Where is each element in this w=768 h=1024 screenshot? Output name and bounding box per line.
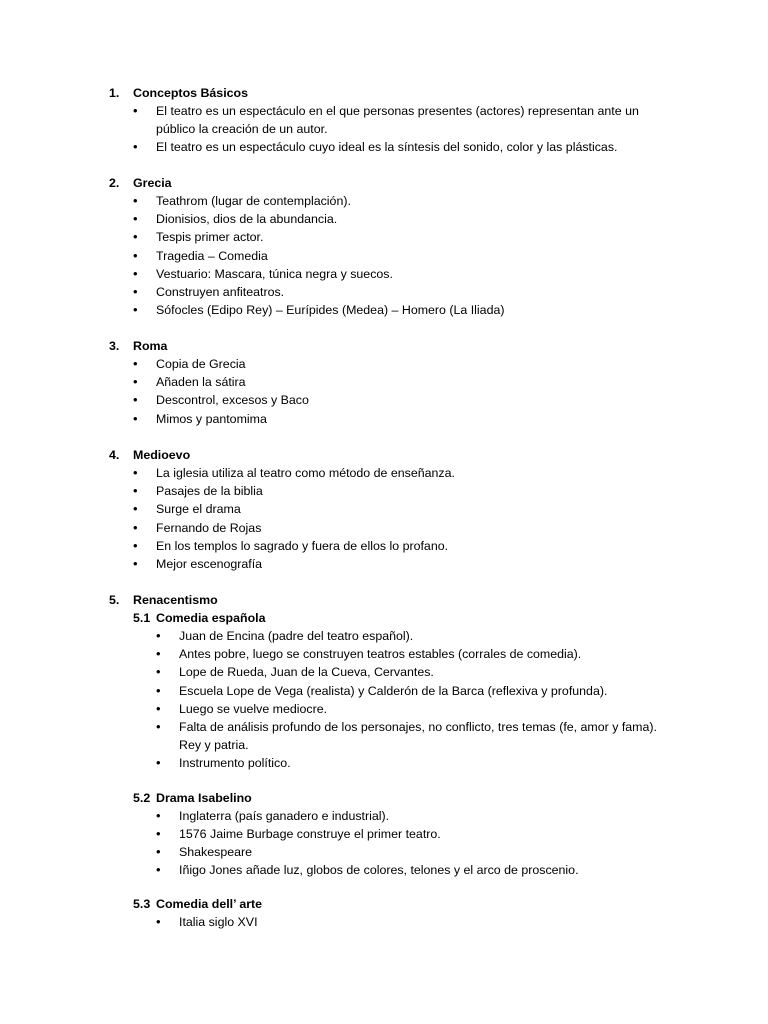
- section-heading: [0, 174, 768, 192]
- subsection-number: 5.2: [133, 790, 151, 805]
- section-title: Roma: [133, 339, 168, 353]
- subsection-title: Comedia dell’ arte: [156, 897, 263, 912]
- list-item: [0, 210, 768, 228]
- section-heading: [0, 84, 768, 102]
- section-grecia: [0, 174, 768, 319]
- subsection-heading: [0, 895, 768, 913]
- subsection-number: 5.3: [133, 897, 151, 912]
- list-item: [0, 102, 768, 138]
- section-heading: [0, 446, 768, 464]
- list-item-text: Copia de Grecia: [156, 357, 246, 371]
- bullet-icon: •: [133, 229, 138, 245]
- bullet-icon: •: [133, 483, 138, 499]
- list-item-text: Escuela Lope de Vega (realista) y Calderón de la Barca (reflexiva y profunda).: [179, 683, 608, 698]
- bullet-list: [0, 627, 768, 773]
- list-item: [0, 555, 768, 573]
- subsection-number: 5.1: [133, 611, 151, 625]
- bullet-icon: •: [133, 302, 138, 318]
- subsection-title: Drama Isabelino: [156, 790, 252, 805]
- bullet-icon: •: [133, 556, 138, 572]
- list-item: [0, 265, 768, 283]
- bullet-list: [0, 102, 768, 157]
- bullet-icon: •: [133, 392, 138, 408]
- list-item-text: El teatro es un espectáculo cuyo ideal es la síntesis del sonido, color y las plásticas.: [156, 140, 618, 155]
- section-conceptos-basicos: [0, 84, 768, 157]
- list-item-text: Iñigo Jones añade luz, globos de colores, telones y el arco de proscenio.: [179, 863, 579, 878]
- list-item-text: Inglaterra (país ganadero e industrial).: [179, 808, 390, 823]
- list-item-text: Instrumento político.: [179, 756, 291, 771]
- bullet-icon: •: [133, 265, 138, 281]
- bullet-list: [0, 192, 768, 319]
- bullet-icon: •: [156, 807, 161, 823]
- bullet-icon: •: [156, 719, 161, 735]
- list-item: [0, 663, 768, 681]
- section-title: Conceptos Básicos: [133, 86, 248, 100]
- list-item-text: Sófocles (Edipo Rey) – Eurípides (Medea) – Homero (La Iliada): [156, 303, 505, 318]
- list-item-text: 1576 Jaime Burbage construye el primer teatro.: [179, 826, 441, 841]
- bullet-icon: •: [133, 103, 138, 118]
- list-item: [0, 645, 768, 663]
- list-item: [0, 301, 768, 319]
- section-heading: [0, 591, 768, 609]
- list-item: [0, 138, 768, 156]
- list-item: [0, 410, 768, 428]
- list-item-text: La iglesia utiliza al teatro como método de enseñanza.: [156, 466, 455, 480]
- section-medioevo: [0, 446, 768, 573]
- list-item-text: Tragedia – Comedia: [156, 248, 268, 263]
- bullet-icon: •: [156, 755, 161, 771]
- bullet-icon: •: [156, 862, 161, 878]
- list-item-text: Teathrom (lugar de contemplación).: [156, 194, 351, 208]
- list-item: [0, 500, 768, 518]
- list-item-text: Fernando de Rojas: [156, 520, 262, 535]
- list-item-text: Vestuario: Mascara, túnica negra y suecos.: [156, 266, 393, 281]
- bullet-list: [0, 913, 768, 931]
- list-item-text: El teatro es un espectáculo en el que personas presentes (actores) representan ante un público la creación de un autor.: [156, 104, 639, 137]
- list-item: [0, 283, 768, 301]
- bullet-icon: •: [133, 537, 138, 553]
- bullet-icon: •: [133, 410, 138, 426]
- bullet-icon: •: [133, 465, 138, 480]
- list-item: [0, 700, 768, 718]
- list-item-text: Tespis primer actor.: [156, 230, 264, 245]
- list-item: [0, 913, 768, 931]
- section-number: 5.: [109, 593, 120, 607]
- section-renacentismo: [0, 591, 768, 932]
- section-number: 3.: [109, 339, 120, 353]
- bullet-icon: •: [133, 193, 138, 208]
- bullet-icon: •: [133, 356, 138, 371]
- list-item-text: Mimos y pantomima: [156, 411, 267, 426]
- section-title: Grecia: [133, 176, 172, 190]
- list-item: [0, 519, 768, 537]
- bullet-icon: •: [133, 519, 138, 535]
- list-item-text: Construyen anfiteatros.: [156, 285, 285, 300]
- list-item-text: Mejor escenografía: [156, 557, 263, 572]
- list-item: [0, 247, 768, 265]
- section-number: 4.: [109, 448, 120, 462]
- section-number: 1.: [109, 86, 120, 100]
- list-item: [0, 355, 768, 373]
- section-heading: [0, 337, 768, 355]
- list-item: [0, 537, 768, 555]
- list-item-text: Dionisios, dios de la abundancia.: [156, 212, 338, 227]
- list-item-text: Luego se vuelve mediocre.: [179, 701, 328, 716]
- list-item: [0, 843, 768, 861]
- list-item-text: Añaden la sátira: [156, 375, 246, 390]
- list-item: [0, 825, 768, 843]
- list-item: [0, 754, 768, 772]
- bullet-list: [0, 807, 768, 880]
- section-title: Renacentismo: [133, 593, 218, 607]
- bullet-icon: •: [156, 682, 161, 698]
- list-item: [0, 373, 768, 391]
- list-item: [0, 718, 768, 754]
- subsection-heading: [0, 609, 768, 627]
- bullet-icon: •: [133, 211, 138, 227]
- list-item: [0, 391, 768, 409]
- bullet-icon: •: [133, 284, 138, 300]
- list-item-text: Italia siglo XVI: [179, 915, 258, 930]
- subsection-heading: [0, 789, 768, 807]
- bullet-list: [0, 355, 768, 428]
- list-item-text: Juan de Encina (padre del teatro español).: [179, 629, 414, 643]
- list-item-text: En los templos lo sagrado y fuera de ellos lo profano.: [156, 538, 449, 553]
- list-item-text: Shakespeare: [179, 845, 253, 860]
- list-item: [0, 228, 768, 246]
- list-item-text: Pasajes de la biblia: [156, 484, 263, 499]
- bullet-icon: •: [156, 628, 161, 643]
- section-roma: [0, 337, 768, 428]
- bullet-icon: •: [156, 700, 161, 716]
- section-title: Medioevo: [133, 448, 191, 462]
- list-item: [0, 482, 768, 500]
- list-item-text: Antes pobre, luego se construyen teatros estables (corrales de comedia).: [179, 647, 582, 662]
- bullet-icon: •: [156, 844, 161, 860]
- list-item-text: Surge el drama: [156, 502, 241, 517]
- list-item: [0, 192, 768, 210]
- list-item: [0, 627, 768, 645]
- list-item-text: Falta de análisis profundo de los personajes, no conflicto, tres temas (fe, amor y fama). Rey y patria.: [179, 720, 657, 753]
- list-item: [0, 861, 768, 879]
- bullet-icon: •: [133, 139, 138, 155]
- bullet-icon: •: [156, 646, 161, 662]
- subsection-title: Comedia española: [156, 611, 266, 625]
- bullet-icon: •: [133, 501, 138, 517]
- bullet-icon: •: [156, 914, 161, 930]
- bullet-icon: •: [133, 247, 138, 263]
- section-number: 2.: [109, 176, 120, 190]
- list-item: [0, 682, 768, 700]
- bullet-icon: •: [156, 825, 161, 841]
- bullet-list: [0, 464, 768, 573]
- list-item: [0, 464, 768, 482]
- list-item-text: Lope de Rueda, Juan de la Cueva, Cervantes.: [179, 665, 434, 680]
- list-item: [0, 807, 768, 825]
- bullet-icon: •: [156, 664, 161, 680]
- bullet-icon: •: [133, 374, 138, 390]
- list-item-text: Descontrol, excesos y Baco: [156, 393, 309, 408]
